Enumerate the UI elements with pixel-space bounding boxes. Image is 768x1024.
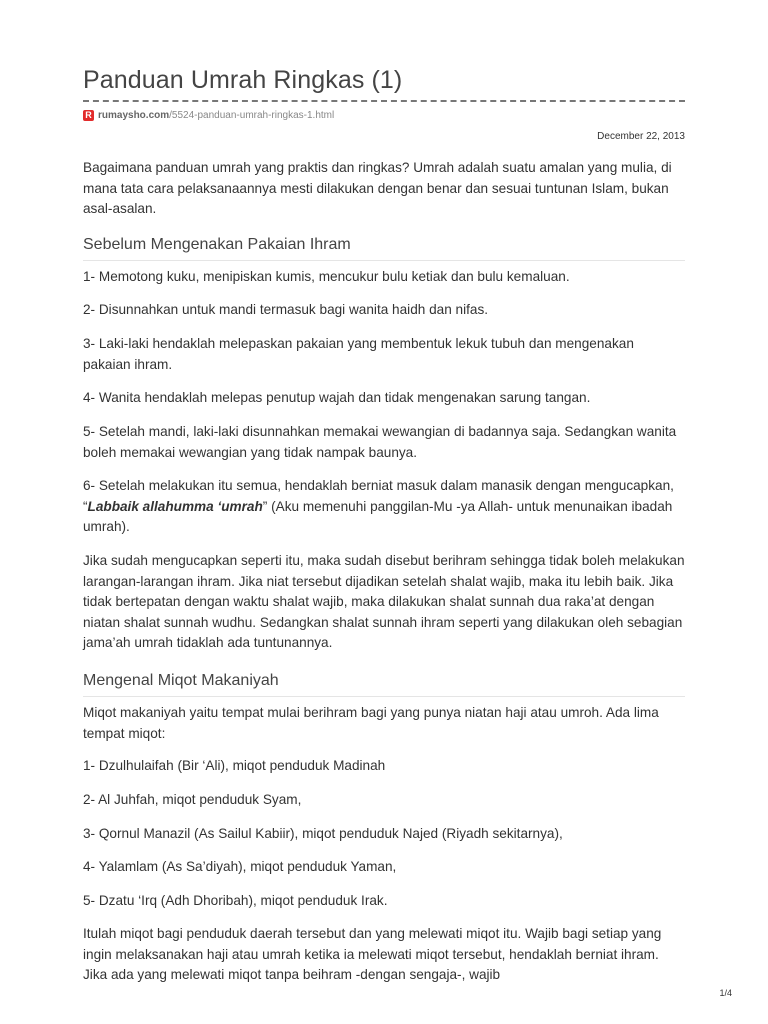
source-path: /5524-panduan-umrah-ringkas-1.html	[169, 109, 335, 121]
section-heading-miqot: Mengenal Miqot Makaniyah	[83, 670, 685, 697]
publish-date: December 22, 2013	[597, 131, 685, 142]
section-heading-ihram: Sebelum Mengenakan Pakaian Ihram	[83, 234, 685, 261]
niat-text-post: ” (Aku memenuhi panggilan-Mu -ya Allah- untuk menunaikan ibadah umrah).	[83, 498, 673, 534]
ihram-paragraph: Jika sudah mengucapkan seperti itu, maka sudah disebut berihram sehingga tidak boleh melakukan larangan-larangan ihram. Jika niat tersebut dijadikan setelah shalat wajib, maka itu lebih baik. Jika tidak bertepatan dengan waktu shalat wajib, maka dilakukan shalat sunnah dua raka’at dengan niatan shalat sunnah wudhu. Sedangkan shalat sunnah ihram seperti yang dilakukan oleh sebagian jama’ah umrah tidaklah ada tuntunannya.	[83, 553, 685, 650]
list-item: 5- Setelah mandi, laki-laki disunnahkan memakai wewangian di badannya saja. Sedangkan wanita boleh memakai wewangian yang tidak nampak baunya.	[83, 424, 677, 460]
list-item: 1- Dzulhulaifah (Bir ‘Ali), miqot penduduk Madinah	[83, 758, 386, 773]
list-item: 5- Dzatu ‘Irq (Adh Dhoribah), miqot penduduk Irak.	[83, 893, 388, 908]
list-item: 4- Yalamlam (As Sa’diyah), miqot penduduk Yaman,	[83, 859, 397, 874]
list-item: 2- Al Juhfah, miqot penduduk Syam,	[83, 792, 302, 807]
niat-text-pre: 6- Setelah melakukan itu semua, hendaklah berniat masuk dalam manasik dengan mengucapkan, “	[83, 478, 674, 514]
intro-paragraph: Bagaimana panduan umrah yang praktis dan ringkas? Umrah adalah suatu amalan yang mulia, di mana tata cara pelaksanaannya mesti dilakukan dengan benar dan sesuai tuntunan Islam, bukan asal-asalan.	[83, 160, 672, 216]
list-item: 2- Disunnahkan untuk mandi termasuk bagi wanita haidh dan nifas.	[83, 302, 489, 317]
list-item: 1- Memotong kuku, menipiskan kumis, mencukur bulu ketiak dan bulu kemaluan.	[83, 269, 570, 284]
rumaysho-logo-icon: R	[83, 110, 94, 121]
page-number: 1/4	[719, 988, 732, 998]
title-divider	[83, 100, 685, 102]
list-item-niat	[83, 476, 685, 538]
talbiyah-phrase: Labbaik allahumma ‘umrah	[87, 498, 263, 514]
list-item: 4- Wanita hendaklah melepas penutup wajah dan tidak mengenakan sarung tangan.	[83, 390, 591, 405]
list-item: 3- Laki-laki hendaklah melepaskan pakaian yang membentuk lekuk tubuh dan mengenakan pakaian ihram.	[83, 336, 634, 372]
source-domain: rumaysho.com	[98, 109, 170, 121]
miqot-paragraph: Miqot makaniyah yaitu tempat mulai berihram bagi yang punya niatan haji atau umroh. Ada lima tempat miqot:	[83, 705, 659, 741]
list-item: 3- Qornul Manazil (As Sailul Kabiir), miqot penduduk Najed (Riyadh sekitarnya),	[83, 826, 563, 841]
closing-paragraph: Itulah miqot bagi penduduk daerah tersebut dan yang melewati miqot itu. Wajib bagi setiap yang ingin melaksanakan haji atau umrah ketika ia melewati miqot tersebut, hendaklah berniat ihram. Jika ada yang melewati miqot tanpa beihram -dengan sengaja-, wajib	[83, 926, 662, 982]
page-title: Panduan Umrah Ringkas (1)	[83, 66, 403, 94]
source-link[interactable]	[83, 108, 334, 122]
